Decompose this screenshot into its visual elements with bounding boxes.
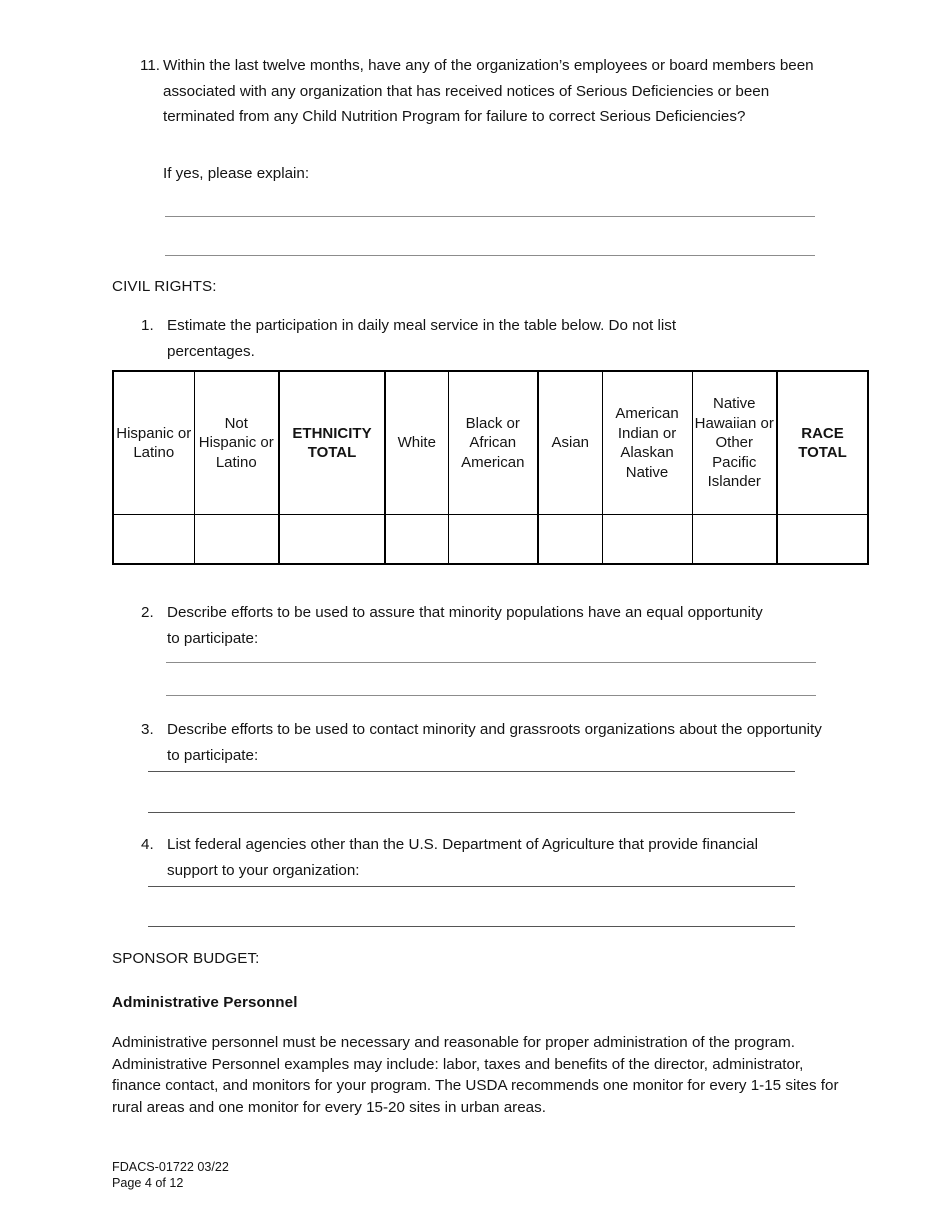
table-header-white: White: [385, 371, 448, 515]
civil-rights-item-2-text: Describe efforts to be used to assure that minority populations have an equal opportunity to participate:: [167, 604, 763, 647]
question-11-explain-prompt: If yes, please explain:: [163, 165, 310, 182]
administrative-personnel-paragraph: Administrative personnel must be necessary and reasonable for proper administration of the program. Administrative Personnel examples may include: labor, taxes and benefits of the director, administrator, finance contact, and monitors for your program. The USDA recommends one monitor for every 1-15 sites for rural areas and one monitor for every 15-20 sites in urban areas.: [112, 1034, 839, 1116]
table-cell-black-or-african-american[interactable]: [448, 515, 538, 565]
participation-table-entry-row: [113, 515, 868, 565]
question-11-answer-line-2[interactable]: [165, 255, 815, 256]
table-header-hispanic-or-latino: Hispanic or Latino: [113, 371, 194, 515]
civil-rights-item-3-text: Describe efforts to be used to contact minority and grassroots organizations about the opportunity to participate:: [167, 721, 822, 764]
table-header-ethnicity-total: ETHNICITY TOTAL: [279, 371, 385, 515]
civil-rights-item-3-answer-line-1[interactable]: [148, 771, 795, 772]
question-11-answer-line-1[interactable]: [165, 216, 815, 217]
civil-rights-item-4-answer-line-1[interactable]: [148, 886, 795, 887]
table-cell-ethnicity-total[interactable]: [279, 515, 385, 565]
question-11-number: 11.: [140, 57, 160, 74]
civil-rights-item-2-answer-line-2[interactable]: [166, 695, 816, 696]
participation-table-header-row: [113, 371, 868, 515]
table-header-not-hispanic-or-latino: Not Hispanic or Latino: [194, 371, 279, 515]
civil-rights-item-3-answer-line-2[interactable]: [148, 812, 795, 813]
table-cell-native-hawaiian-or-other-pacific-islander[interactable]: [692, 515, 777, 565]
table-header-asian: Asian: [538, 371, 602, 515]
civil-rights-item-4-text: List federal agencies other than the U.S. Department of Agriculture that provide financial support to your organization:: [167, 836, 758, 879]
civil-rights-item-1-text: Estimate the participation in daily meal service in the table below. Do not list percentages.: [167, 317, 677, 360]
civil-rights-item-3-number: 3.: [141, 721, 154, 738]
table-cell-american-indian-or-alaskan-native[interactable]: [602, 515, 692, 565]
table-cell-race-total[interactable]: [777, 515, 868, 565]
sponsor-budget-heading: SPONSOR BUDGET:: [112, 950, 260, 967]
administrative-personnel-subheading: Administrative Personnel: [112, 994, 298, 1011]
table-header-black-or-african-american: Black or African American: [448, 371, 538, 515]
civil-rights-item-1-number: 1.: [141, 317, 154, 334]
civil-rights-item-4-answer-line-2[interactable]: [148, 926, 795, 927]
question-11-text: Within the last twelve months, have any of the organization’s employees or board members been associated with any organization that has received notices of Serious Deficiencies or been terminated from any Child Nutrition Program for failure to correct Serious Deficiencies?: [163, 57, 814, 125]
civil-rights-heading: CIVIL RIGHTS:: [112, 278, 217, 295]
table-cell-white[interactable]: [385, 515, 448, 565]
table-header-race-total: RACE TOTAL: [777, 371, 868, 515]
table-header-american-indian-or-alaskan-native: American Indian or Alaskan Native: [602, 371, 692, 515]
civil-rights-item-4-number: 4.: [141, 836, 154, 853]
table-cell-hispanic-or-latino[interactable]: [113, 515, 194, 565]
table-cell-asian[interactable]: [538, 515, 602, 565]
civil-rights-item-2-number: 2.: [141, 604, 154, 621]
civil-rights-item-2-answer-line-1[interactable]: [166, 662, 816, 663]
table-header-native-hawaiian-or-other-pacific-islander: Native Hawaiian or Other Pacific Islander: [692, 371, 777, 515]
footer-page-label: Page 4 of 12: [112, 1176, 184, 1190]
participation-table: [112, 370, 869, 565]
footer-form-id: FDACS-01722 03/22: [112, 1160, 229, 1174]
table-cell-not-hispanic-or-latino[interactable]: [194, 515, 279, 565]
